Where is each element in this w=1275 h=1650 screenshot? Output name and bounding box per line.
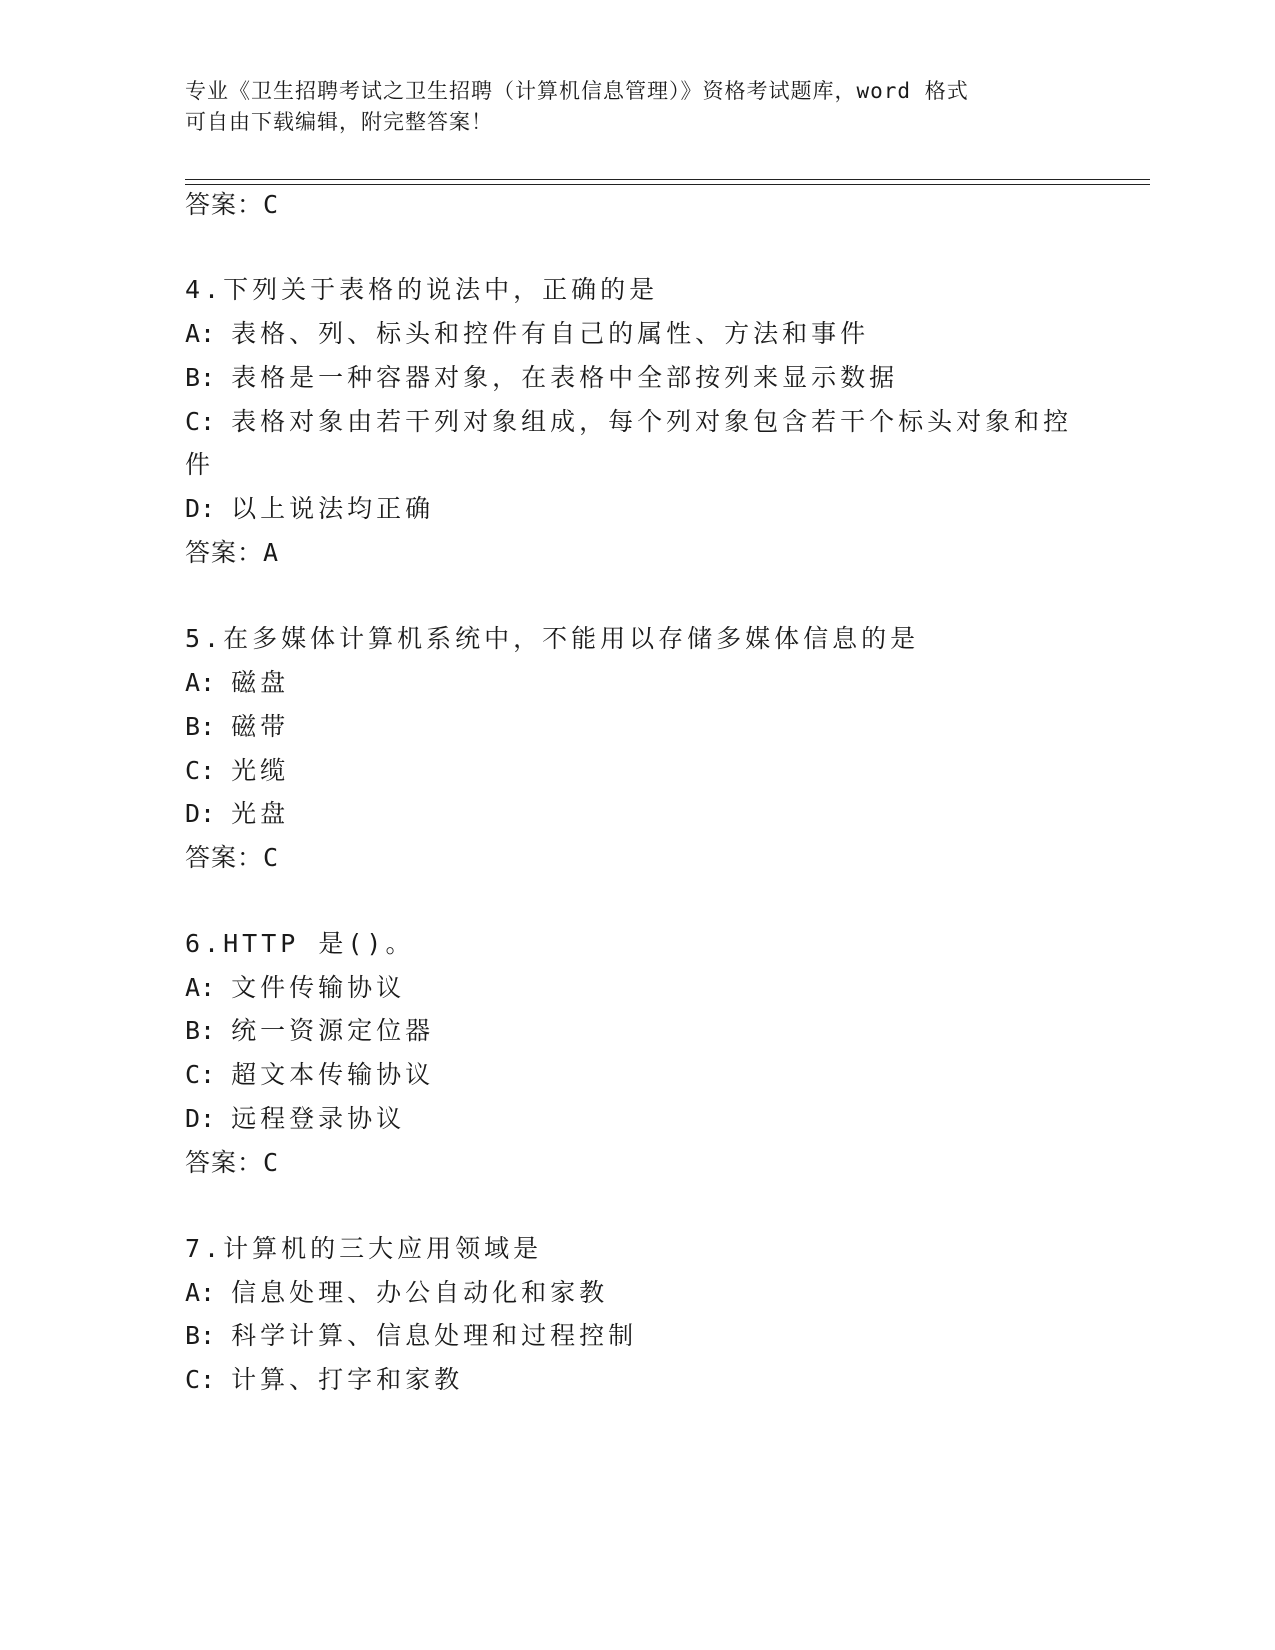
- question-4-option-d: [185, 492, 434, 526]
- question-4-stem: 4.下列关于表格的说法中，正确的是: [185, 275, 659, 304]
- answer-label: 答案：: [185, 843, 264, 872]
- question-6-option-d: [185, 1102, 405, 1136]
- question-7-option-b: [185, 1319, 637, 1353]
- option-label: D:: [185, 494, 216, 523]
- option-text: 光盘: [231, 799, 290, 828]
- option-label: C:: [185, 756, 216, 785]
- answer-value: C: [263, 843, 280, 872]
- question-5-option-c: [185, 754, 289, 788]
- question-6-stem: 6.HTTP 是()。: [185, 929, 415, 958]
- option-label: B:: [185, 712, 216, 741]
- question-6-option-c: [185, 1058, 434, 1092]
- header-divider-top: [185, 179, 1150, 180]
- option-text: 磁盘: [231, 668, 290, 697]
- option-label: A:: [185, 319, 216, 348]
- question-5-option-d: [185, 797, 289, 831]
- option-text: 统一资源定位器: [231, 1016, 435, 1045]
- option-text: 信息处理、办公自动化和家教: [231, 1278, 609, 1307]
- option-label: C:: [185, 1060, 216, 1089]
- question-4-option-a: [185, 317, 869, 351]
- answer-label: 答案：: [185, 190, 264, 219]
- option-label: A:: [185, 973, 216, 1002]
- option-label: C:: [185, 407, 216, 436]
- header-line-2: 可自由下载编辑，附完整答案！: [185, 110, 493, 134]
- question-4-answer: [185, 536, 279, 570]
- question-6-option-b: [185, 1014, 434, 1048]
- option-text: 表格、列、标头和控件有自己的属性、方法和事件: [231, 319, 870, 348]
- option-label: A:: [185, 1278, 216, 1307]
- question-6-option-a: [185, 971, 405, 1005]
- option-text: 文件传输协议: [231, 973, 406, 1002]
- option-text: 磁带: [231, 712, 290, 741]
- option-label: B:: [185, 1321, 216, 1350]
- question-4-option-b: [185, 361, 898, 395]
- answer-value: C: [263, 190, 280, 219]
- option-text: 表格是一种容器对象，在表格中全部按列来显示数据: [231, 363, 899, 392]
- question-4-option-c-continuation: 件: [185, 450, 215, 479]
- question-5-stem: 5.在多媒体计算机系统中，不能用以存储多媒体信息的是: [185, 624, 920, 653]
- question-5-option-b: [185, 710, 289, 744]
- question-4-option-c: [185, 405, 1072, 439]
- document-header: [185, 76, 1085, 138]
- option-label: D:: [185, 799, 216, 828]
- option-text: 远程登录协议: [231, 1104, 406, 1133]
- option-label: C:: [185, 1365, 216, 1394]
- answer-label: 答案：: [185, 1148, 264, 1177]
- question-5-option-a: [185, 666, 289, 700]
- question-6-answer: [185, 1146, 279, 1180]
- question-7-stem: 7.计算机的三大应用领域是: [185, 1234, 543, 1263]
- header-line-1: 专业《卫生招聘考试之卫生招聘（计算机信息管理）》资格考试题库，word 格式: [185, 79, 969, 103]
- option-text: 光缆: [231, 756, 290, 785]
- question-5-answer: [185, 841, 279, 875]
- option-text: 以上说法均正确: [231, 494, 435, 523]
- answer-prev: [185, 188, 279, 222]
- option-label: A:: [185, 668, 216, 697]
- question-7-option-a: [185, 1276, 608, 1310]
- option-text: 计算、打字和家教: [231, 1365, 464, 1394]
- option-text: 超文本传输协议: [231, 1060, 435, 1089]
- question-7-option-c: [185, 1363, 463, 1397]
- answer-value: C: [263, 1148, 280, 1177]
- option-text: 表格对象由若干列对象组成，每个列对象包含若干个标头对象和控: [231, 407, 1073, 436]
- header-divider-bottom: [185, 184, 1150, 185]
- option-text: 科学计算、信息处理和过程控制: [231, 1321, 638, 1350]
- option-label: B:: [185, 1016, 216, 1045]
- answer-label: 答案：: [185, 538, 264, 567]
- option-label: B:: [185, 363, 216, 392]
- answer-value: A: [263, 538, 280, 567]
- option-label: D:: [185, 1104, 216, 1133]
